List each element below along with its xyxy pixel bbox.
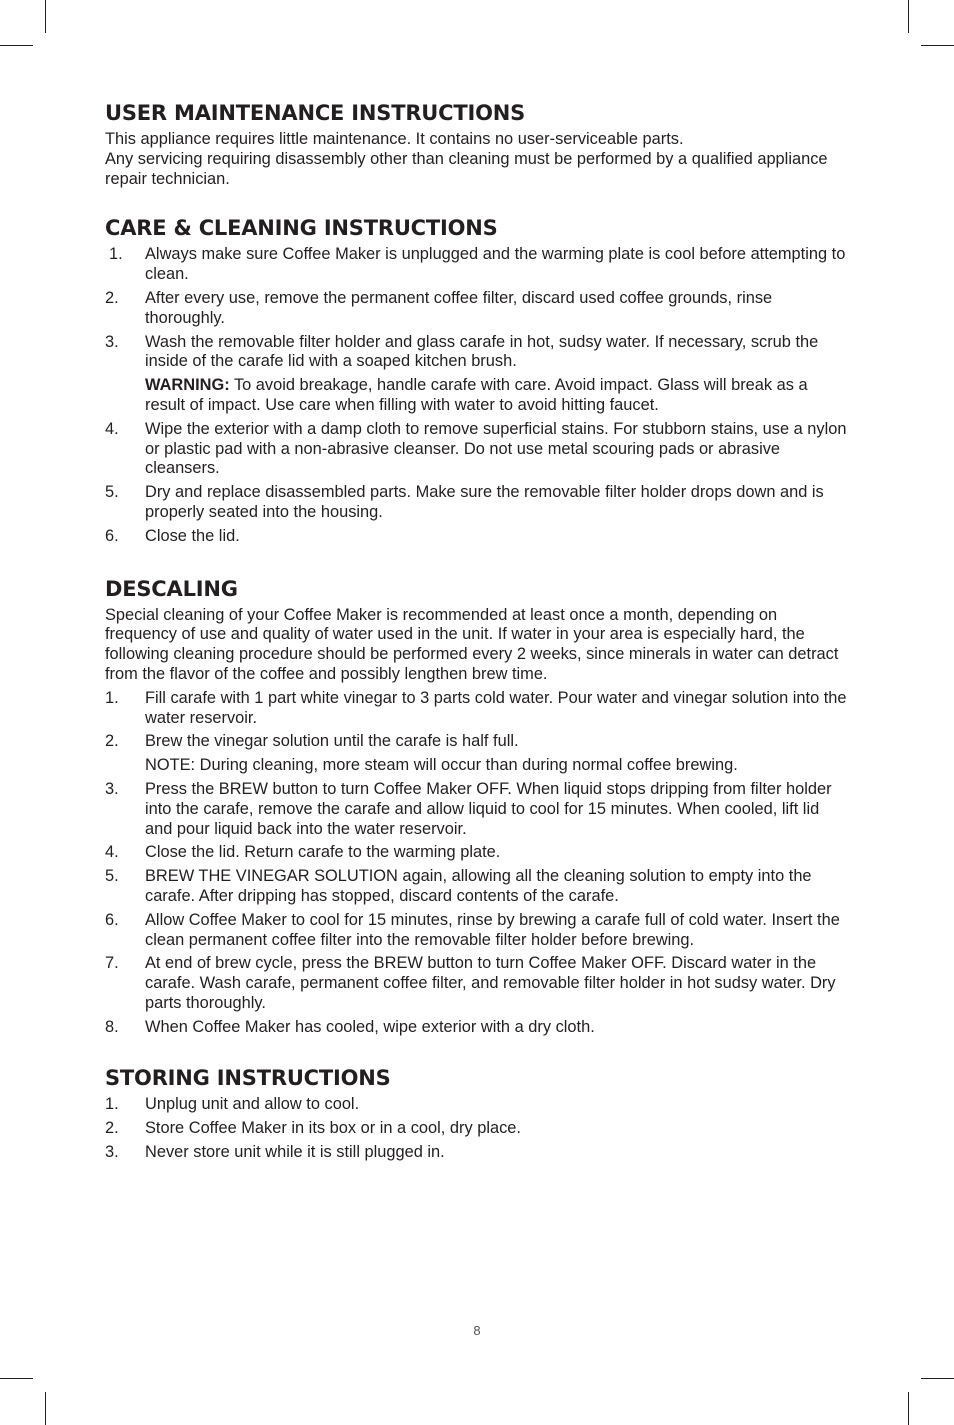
item-number: 5. bbox=[105, 867, 119, 886]
page-content bbox=[105, 100, 850, 1167]
descaling-heading: DESCALING bbox=[105, 576, 238, 601]
list-item bbox=[105, 867, 850, 907]
item-text: Close the lid. bbox=[145, 526, 240, 545]
maintenance-line-1: This appliance requires little maintenance. It contains no user-serviceable parts. bbox=[105, 130, 684, 148]
item-text: Fill carafe with 1 part white vinegar to 3 parts cold water. Pour water and vinegar solution into the water reservoir. bbox=[145, 688, 847, 727]
item-text: Unplug unit and allow to cool. bbox=[145, 1095, 360, 1114]
care-list bbox=[105, 245, 850, 546]
list-item bbox=[105, 1018, 850, 1038]
list-item bbox=[105, 420, 850, 479]
item-text: Allow Coffee Maker to cool for 15 minutes, rinse by brewing a carafe full of cold water. Insert the clean permanent coffee filter into the removable filter holder before brewing. bbox=[145, 910, 840, 949]
item-number: 5. bbox=[105, 483, 119, 502]
warning-text: To avoid breakage, handle carafe with care. Avoid impact. Glass will break as a result of impact. Use care when filling with water to avoid hitting faucet. bbox=[145, 376, 808, 414]
crop-mark-top-right-vertical bbox=[908, 0, 909, 33]
item-number: 6. bbox=[105, 910, 119, 929]
item-text: Close the lid. Return carafe to the warming plate. bbox=[145, 843, 501, 862]
item-number: 1. bbox=[109, 245, 123, 264]
item-number: 4. bbox=[105, 419, 119, 438]
item-number: 3. bbox=[105, 1143, 119, 1162]
crop-mark-top-right-horizontal bbox=[921, 45, 954, 46]
storing-list bbox=[105, 1095, 850, 1162]
crop-mark-top-left-vertical bbox=[45, 0, 46, 33]
list-item bbox=[105, 1095, 850, 1115]
item-text: After every use, remove the permanent coffee filter, discard used coffee grounds, rinse thoroughly. bbox=[145, 288, 773, 327]
item-number: 1. bbox=[105, 688, 119, 707]
list-item bbox=[105, 732, 850, 776]
item-number: 2. bbox=[105, 732, 119, 751]
item-text: Press the BREW button to turn Coffee Maker OFF. When liquid stops dripping from filter holder into the carafe, remove the carafe and allow liquid to cool for 15 minutes. When cooled, lift lid and pour liquid back into the water reservoir. bbox=[145, 779, 832, 838]
list-item bbox=[105, 245, 850, 285]
list-item bbox=[105, 289, 850, 329]
item-number: 6. bbox=[105, 526, 119, 545]
item-number: 4. bbox=[105, 843, 119, 862]
item-number: 3. bbox=[105, 779, 119, 798]
item-text: Dry and replace disassembled parts. Make sure the removable filter holder drops down and is properly seated into the housing. bbox=[145, 483, 824, 521]
crop-mark-bottom-right-vertical bbox=[908, 1392, 909, 1425]
descaling-list bbox=[105, 689, 850, 1038]
care-heading: CARE & CLEANING INSTRUCTIONS bbox=[105, 216, 498, 241]
list-item bbox=[105, 1119, 850, 1139]
item-text: At end of brew cycle, press the BREW button to turn Coffee Maker OFF. Discard water in the carafe. Wash carafe, permanent coffee filter, and removable filter holder in hot sudsy water. Dry parts thoroughly. bbox=[145, 954, 836, 1012]
crop-mark-top-left-horizontal bbox=[0, 45, 33, 46]
item-number: 1. bbox=[105, 1095, 119, 1114]
item-text: Store Coffee Maker in its box or in a cool, dry place. bbox=[145, 1119, 521, 1138]
list-item bbox=[105, 1143, 850, 1163]
item-number: 3. bbox=[105, 332, 119, 351]
list-item bbox=[105, 689, 850, 729]
crop-mark-bottom-left-horizontal bbox=[0, 1378, 33, 1379]
crop-mark-bottom-right-horizontal bbox=[921, 1378, 954, 1379]
list-item bbox=[105, 333, 850, 416]
item-number: 8. bbox=[105, 1017, 119, 1036]
list-item bbox=[105, 527, 850, 547]
descaling-section bbox=[105, 576, 850, 1038]
item-number: 2. bbox=[105, 1119, 119, 1138]
list-item bbox=[105, 483, 850, 523]
item-number: 2. bbox=[105, 288, 119, 307]
maintenance-line-2: Any servicing requiring disassembly other than cleaning must be performed by a qualified appliance repair technician. bbox=[105, 149, 828, 188]
list-item bbox=[105, 780, 850, 839]
maintenance-heading: USER MAINTENANCE INSTRUCTIONS bbox=[105, 101, 526, 125]
page-number: 8 bbox=[473, 1323, 481, 1338]
item-text: Never store unit while it is still plugged in. bbox=[145, 1143, 445, 1162]
warning-label: WARNING: bbox=[145, 376, 230, 395]
item-text: Wash the removable filter holder and glass carafe in hot, sudsy water. If necessary, scrub the inside of the carafe lid with a soaped kitchen brush. bbox=[145, 332, 819, 371]
item-note: NOTE: During cleaning, more steam will occur than during normal coffee brewing. bbox=[145, 756, 738, 775]
list-item bbox=[105, 843, 850, 863]
list-item bbox=[105, 954, 850, 1013]
descaling-intro: Special cleaning of your Coffee Maker is recommended at least once a month, depending on frequency of use and quality of water used in the unit. If water in your area is especially hard, the following cleaning procedure should be performed every 2 weeks, since minerals in water can detract from the flavor of the coffee and possibly lengthen brew time. bbox=[105, 605, 839, 683]
list-item bbox=[105, 911, 850, 951]
storing-heading: STORING INSTRUCTIONS bbox=[105, 1066, 391, 1091]
storing-section bbox=[105, 1065, 850, 1162]
item-text: BREW THE VINEGAR SOLUTION again, allowing all the cleaning solution to empty into the carafe. After dripping has stopped, discard contents of the carafe. bbox=[145, 867, 812, 905]
maintenance-section bbox=[105, 100, 850, 189]
item-text: Always make sure Coffee Maker is unplugged and the warming plate is cool before attempting to clean. bbox=[145, 245, 846, 284]
item-text: When Coffee Maker has cooled, wipe exterior with a dry cloth. bbox=[145, 1017, 595, 1036]
item-text: Wipe the exterior with a damp cloth to remove superficial stains. For stubborn stains, use a nylon or plastic pad with a non-abrasive cleanser. Do not use metal scouring pads or abrasive cleansers. bbox=[145, 419, 847, 478]
item-number: 7. bbox=[105, 954, 119, 973]
warning-note bbox=[145, 376, 850, 416]
crop-mark-bottom-left-vertical bbox=[45, 1392, 46, 1425]
care-section bbox=[105, 215, 850, 546]
item-text: Brew the vinegar solution until the carafe is half full. bbox=[145, 732, 519, 751]
